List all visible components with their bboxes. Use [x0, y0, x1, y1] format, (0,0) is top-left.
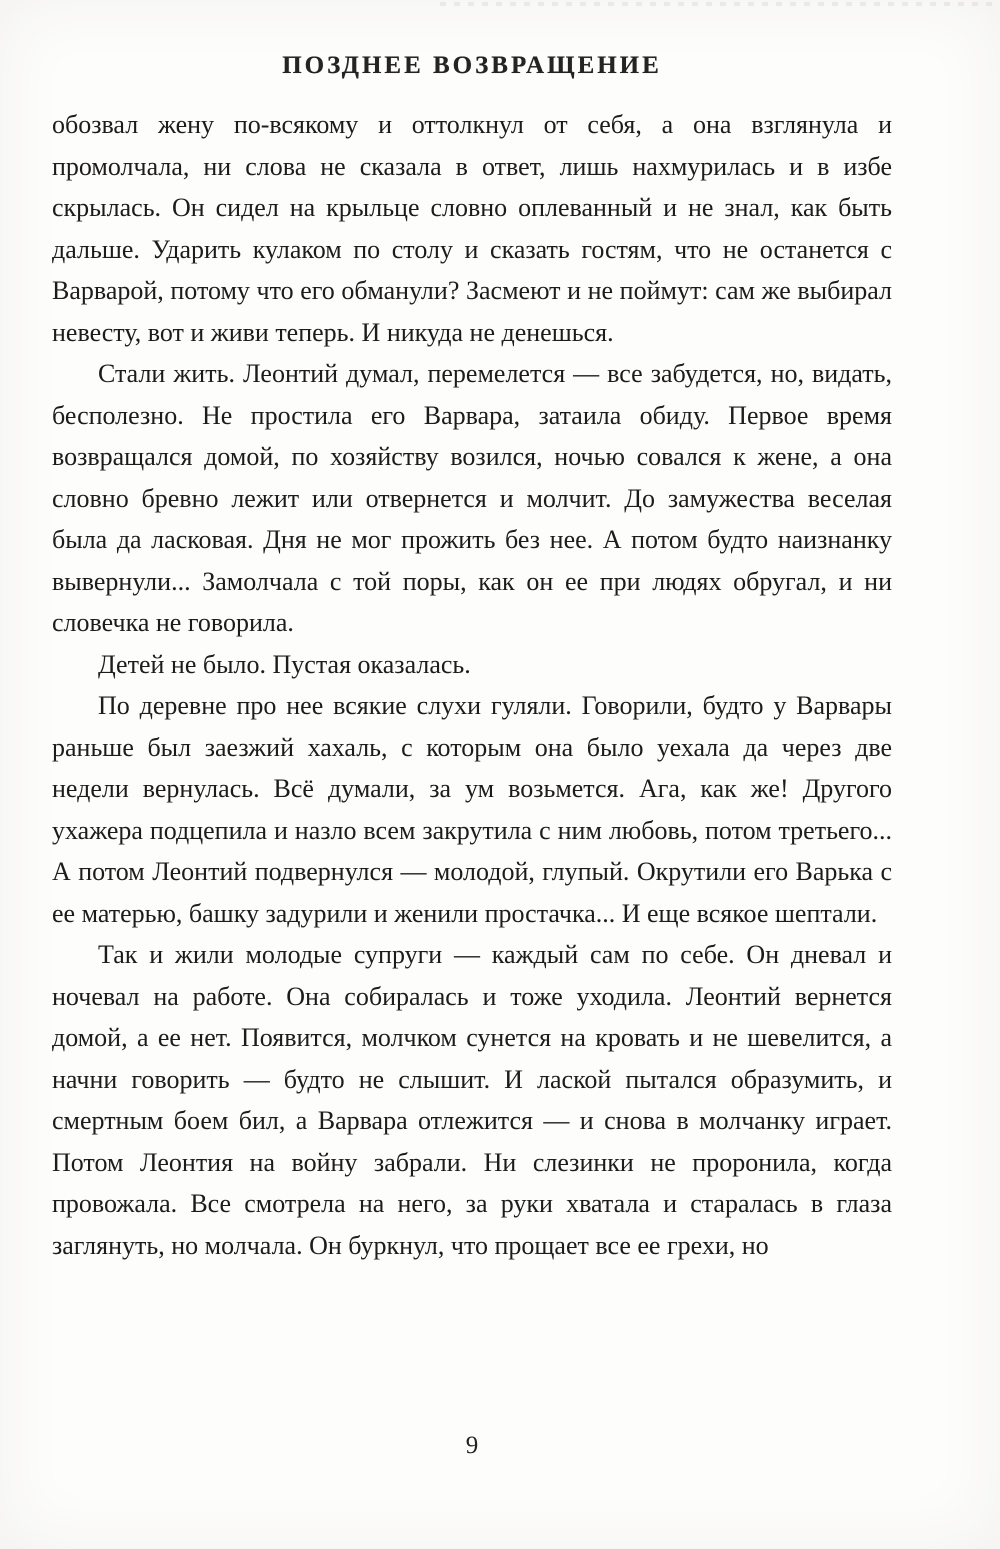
- paragraph: Так и жили молодые супруги — каждый сам по себе. Он дневал и ночевал на работе. Она собиралась и тоже уходила. Леонтий вернется домой, а ее нет. Появится, молчком сунется на кровать и не шевелится, а начни говорить — будто не слышит. И лаской пытался образумить, и смертным боем бил, а Варвара отлежится — и снова в молчанку играет. Потом Леонтия на войну забрали. Ни слезинки не проронила, когда провожала. Все смотрела на него, за руки хватала и старалась в глаза заглянуть, но молчала. Он буркнул, что прощает все ее грехи, но: [52, 940, 892, 1260]
- paragraph: Стали жить. Леонтий думал, перемелется — все забудется, но, видать, бесполезно. Не простила его Варвара, затаила обиду. Первое время возвращался домой, по хозяйству возился, ночью совался к жене, а она словно бревно лежит или отвернется и молчит. До замужества веселая была да ласковая. Дня не мог прожить без нее. А потом будто наизнанку вывернули... Замолчала с той поры, как он ее при людях обругал, и ни словечка не говорила.: [52, 359, 892, 637]
- scan-artifact: [440, 2, 1000, 6]
- page-number: 9: [465, 1432, 479, 1459]
- paragraph: обозвал жену по-всякому и оттолкнул от себя, а она взглянула и промолчала, ни слова не сказала в ответ, лишь нахмурилась и в избе скрылась. Он сидел на крыльце словно оплеванный и не знал, как быть дальше. Ударить кулаком по столу и сказать гостям, что не останется с Варварой, потому что его обманули? Засмеют и не поймут: сам же выбирал невесту, вот и живи теперь. И никуда не денешься.: [52, 110, 892, 347]
- chapter-title: ПОЗДНЕЕ ВОЗВРАЩЕНИЕ: [282, 52, 662, 79]
- paragraph: По деревне про нее всякие слухи гуляли. Говорили, будто у Варвары раньше был заезжий хахаль, с которым она было уехала да через две недели вернулась. Всё думали, за ум возьмется. Ага, как же! Другого ухажера подцепила и назло всем закрутила с ним любовь, потом третьего... А потом Леонтий подвернулся — молодой, глупый. Окрутили его Варька с ее матерью, башку задурили и женили простачка... И еще всякое шептали.: [52, 691, 892, 928]
- paragraph: Детей не было. Пустая оказалась.: [98, 649, 471, 679]
- body-text: [52, 104, 892, 1266]
